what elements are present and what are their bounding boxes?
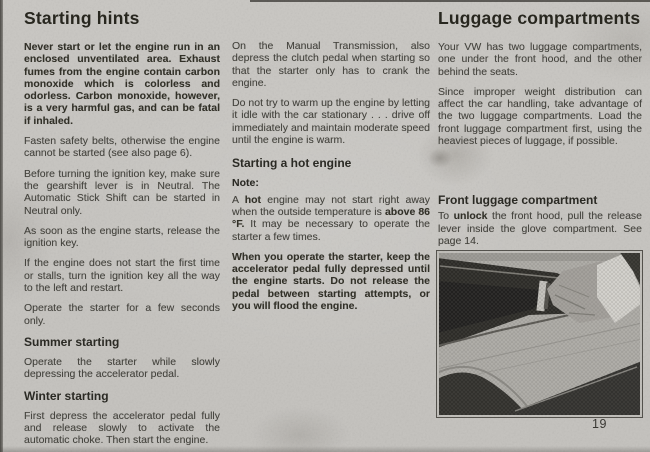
hot-engine-text-post: It may be necessary to operate the starter a few times.: [232, 218, 430, 243]
hood-release-photo: [437, 251, 642, 417]
warm-up-paragraph: Do not try to warm up the engine by letting it idle with the car stationary . . . drive off immediately and maintain moderate speed until the engine is warm.: [232, 97, 430, 147]
hot-engine-text-bold-above: above 86 °F.: [232, 205, 430, 231]
manual-transmission-paragraph: On the Manual Transmission, also depress the clutch pedal when starting so that the starter only has to crank the engine.: [232, 40, 430, 89]
safety-belts-paragraph: Fasten safety belts, otherwise the engine cannot be started (see also page 6).: [24, 135, 220, 160]
front-hood-text-bold-unlock: unlock: [453, 210, 488, 223]
starting-hints-column-middle: [232, 40, 430, 320]
section-title-starting-hints: Starting hints: [24, 8, 140, 28]
flood-warning-paragraph: When you operate the starter, keep the accelerator pedal fully depressed until the engine starts. Do not release the pedal between starting attempts, or you will flood the engine.: [232, 250, 430, 313]
subheading-winter-starting: Winter starting: [24, 388, 109, 403]
front-hood-text-pre: To: [438, 210, 454, 223]
scan-edge-left: [0, 0, 3, 452]
neutral-gear-paragraph: Before turning the ignition key, make sure the gearshift lever is in Neutral. The Automatic Stick Shift can be started in Neutral only.: [24, 167, 220, 217]
few-seconds-paragraph: Operate the starter for a few seconds only.: [24, 302, 220, 327]
hot-engine-text-pre: A: [232, 193, 245, 206]
starting-hints-column-left: [24, 8, 220, 452]
section-title-luggage-compartments: Luggage compartments: [438, 8, 641, 28]
front-hood-unlock-paragraph: [438, 210, 642, 247]
two-compartments-paragraph: Your VW has two luggage compartments, one under the front hood, and the other behind the seats.: [438, 41, 642, 78]
subheading-front-luggage-compartment: Front luggage compartment: [438, 193, 598, 208]
hot-engine-text-bold-hot: hot: [244, 193, 262, 206]
scan-edge-bottom: [0, 446, 650, 452]
exhaust-warning-paragraph: Never start or let the engine run in an enclosed unventilated area. Exhaust fumes from the engine contain carbon monoxide which is colorless and odorless. Carbon monoxide, however, is a very harmful gas, and can be fatal if inhaled.: [24, 41, 220, 127]
winter-starting-paragraph: First depress the accelerator pedal fully and release slowly to activate the automatic choke. Then start the engine.: [24, 409, 220, 447]
luggage-column: [438, 8, 642, 255]
weight-distribution-paragraph: Since improper weight distribution can affect the car handling, take advantage of the two luggage compartments. Load the front luggage compartment first, using the heaviest pieces of luggage, if possible.: [438, 85, 642, 148]
front-hood-text-post: the front hood, pull the release lever inside the glove compartment. See page 14.: [438, 210, 642, 247]
subheading-summer-starting: Summer starting: [24, 334, 120, 349]
hood-release-photo-art: [437, 251, 642, 417]
restart-paragraph: If the engine does not start the first time or stalls, turn the ignition key all the way to the left and restart.: [24, 257, 220, 295]
hot-engine-paragraph: [232, 194, 430, 243]
hot-engine-text-mid: engine may not start right away when the outside temperature is: [232, 193, 430, 218]
subheading-starting-hot-engine: Starting a hot engine: [232, 156, 352, 171]
release-key-paragraph: As soon as the engine starts, release the ignition key.: [24, 224, 220, 250]
page-number: 19: [592, 417, 607, 431]
note-label: Note:: [232, 177, 259, 190]
summer-starting-paragraph: Operate the starter while slowly depressing the accelerator pedal.: [24, 355, 220, 381]
scan-edge-top: [250, 0, 650, 2]
